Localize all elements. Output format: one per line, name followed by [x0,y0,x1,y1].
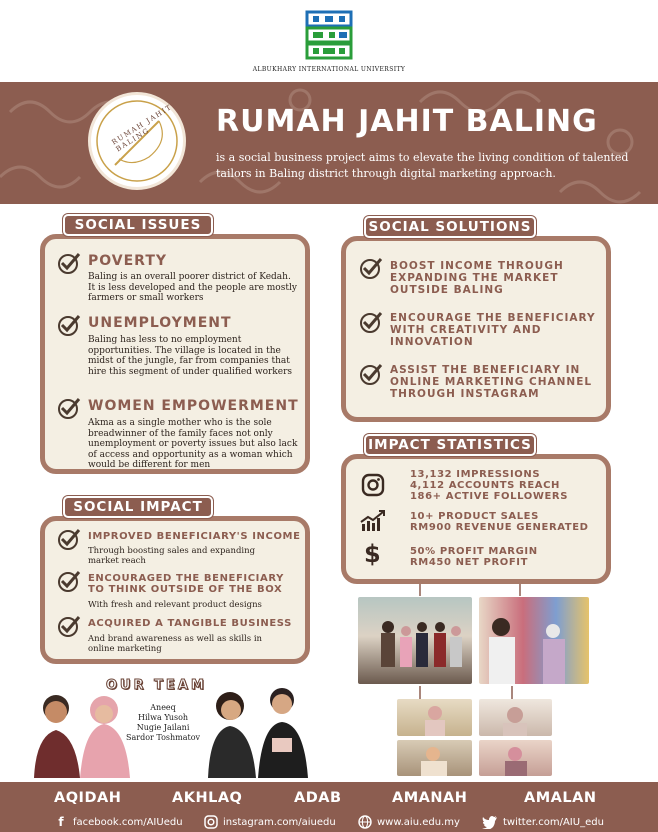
issue-text: Baling has less to no employment opportunities. The village is located in the midst of the jungle, far from companies that hire this segment of under qualified workers [88,335,292,377]
tailor-photo [479,740,552,776]
growth-chart-icon [359,510,387,532]
issue-title: WOMEN EMPOWERMENT [88,398,299,414]
twitter-icon [482,815,498,829]
impact-title: ENCOURAGED THE BENEFICIARY TO THINK OUTSIDE OF THE BOX [88,573,284,595]
core-value: AKHLAQ [172,790,243,806]
social-issues-label: SOCIAL ISSUES [63,214,213,236]
profit-stats: 50% PROFIT MARGIN RM450 NET PROFIT [410,546,538,568]
social-solutions-label: SOCIAL SOLUTIONS [364,216,536,238]
impact-text: With fresh and relevant product designs [88,600,262,610]
issue-text: Baling is an overall poorer district of Kedah. It is less developed and the people are mostly farmers or small workers [88,272,297,303]
project-banner [0,82,658,204]
issue-text: Akma as a single mother who is the sole breadwinner of the family faces not only unemployment or poverty issues but also lack of access and opportunity as a woman which would be different for men [88,418,298,470]
tailor-photo [479,699,552,736]
website-link[interactable]: www.aiu.edu.my [358,815,460,829]
our-team-title: OUR TEAM [106,678,207,693]
twitter-link[interactable]: twitter.com/AIU_edu [482,815,604,829]
team-member-name: Nugie Jailani [136,723,190,732]
impact-text: And brand awareness as well as skills in online marketing [88,634,263,654]
core-value: AMALAN [524,790,597,806]
university-logo [305,10,353,60]
impact-statistics-label: IMPACT STATISTICS [364,434,536,456]
issue-title: UNEMPLOYMENT [88,315,232,331]
check-icon [360,313,380,333]
instagram-icon [204,815,218,829]
impact-text: Through boosting sales and expanding market reach [88,546,256,566]
check-icon [360,259,380,279]
instagram-link[interactable]: instagram.com/aiuedu [204,815,336,829]
sales-stats: 10+ PRODUCT SALES RM900 REVENUE GENERATED [410,511,589,533]
tailor-photo [397,740,472,776]
project-title: RUMAH JAHIT BALING [216,104,598,139]
team-member-list [126,703,200,743]
social-impact-label: SOCIAL IMPACT [63,496,213,518]
facebook-link[interactable]: f facebook.com/AIUedu [54,815,183,829]
check-icon [360,365,380,385]
check-icon [58,617,78,637]
check-icon [58,316,78,336]
footer-bar [0,782,658,832]
web-icon [358,815,372,829]
badge-text: RUMAH JAHIT BALING [110,102,174,154]
tailor-photo [397,699,472,736]
project-description: is a social business project aims to elevate the living condition of talented tailors in Baling district through digital marketing approach. [216,151,629,180]
check-icon [58,530,78,550]
instagram-icon [361,473,385,497]
team-member-name: Aneeq [150,703,176,712]
check-icon [58,399,78,419]
core-value: ADAB [294,790,342,806]
university-header [0,0,658,82]
team-member-name: Sardor Toshmatov [126,733,201,742]
impact-title: IMPROVED BENEFICIARY'S INCOME [88,531,301,542]
issue-title: POVERTY [88,253,168,269]
project-logo-badge [88,92,186,190]
check-icon [58,254,78,274]
team-member-photo [30,686,134,778]
impact-title: ACQUIRED A TANGIBLE BUSINESS [88,618,292,629]
instagram-stats: 13,132 IMPRESSIONS 4,112 ACCOUNTS REACH 186+ ACTIVE FOLLOWERS [410,469,568,502]
university-name: ALBUKHARY INTERNATIONAL UNIVERSITY [252,66,406,73]
team-member-photo [204,686,316,778]
team-member-name: Hilwa Yusoh [138,713,189,722]
connector-lines [400,584,540,704]
facebook-icon: f [58,815,64,829]
dollar-icon: $ [364,540,381,568]
solution-text: ASSIST THE BENEFICIARY IN ONLINE MARKETING CHANNEL THROUGH INSTAGRAM [390,364,593,400]
core-value: AQIDAH [54,790,122,806]
core-value: AMANAH [392,790,468,806]
solution-text: BOOST INCOME THROUGH EXPANDING THE MARKET OUTSIDE BALING [390,260,564,296]
solution-text: ENCOURAGE THE BENEFICIARY WITH CREATIVITY AND INNOVATION [390,312,596,348]
check-icon [58,572,78,592]
